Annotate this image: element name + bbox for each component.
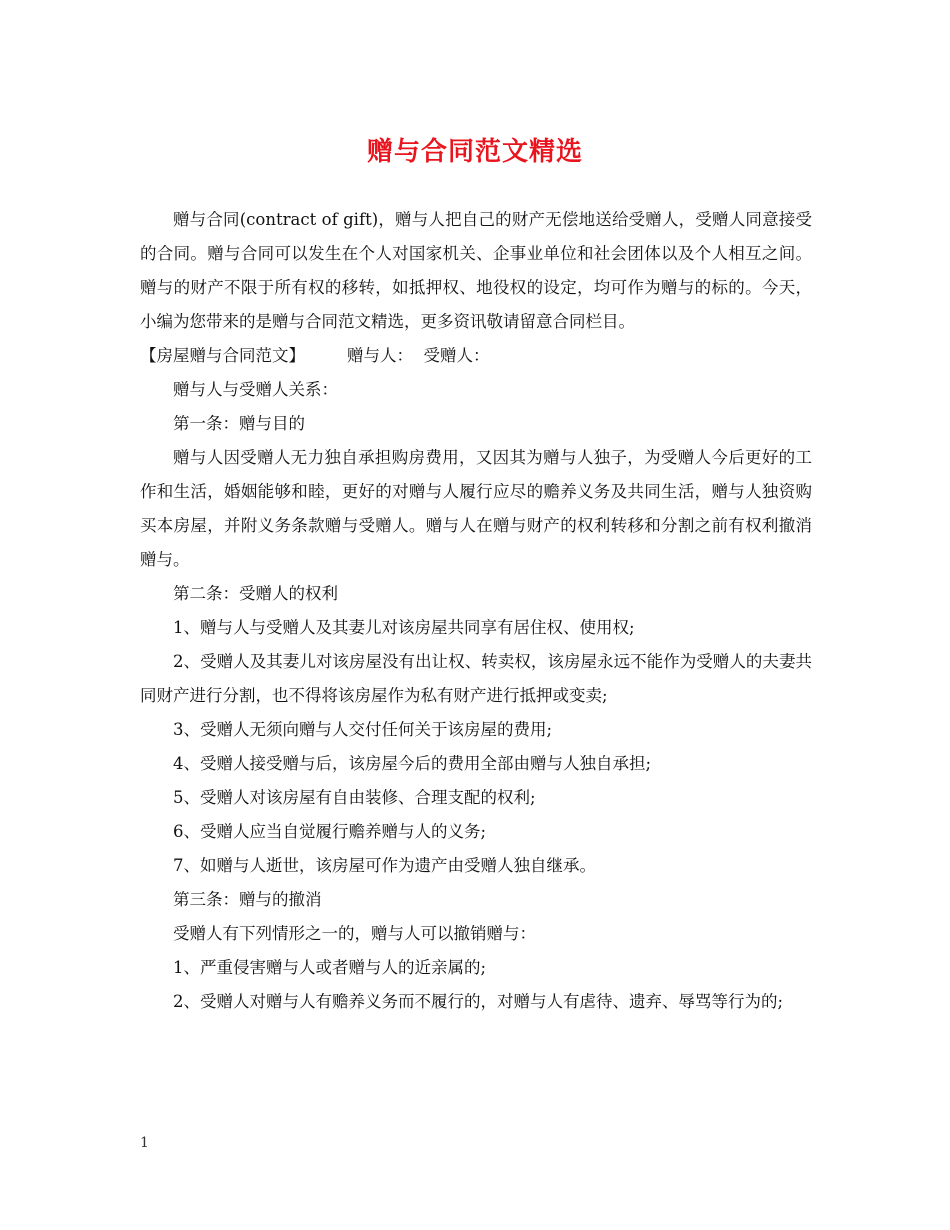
relation-label: 赠与人与受赠人关系： — [173, 380, 338, 399]
article2-title: 第二条：受赠人的权利 — [173, 584, 338, 603]
article3-title: 第三条：赠与的撤消 — [173, 890, 322, 909]
article2-item-3: 3、受赠人无须向赠与人交付任何关于该房屋的费用; — [173, 720, 553, 739]
article2-item-2: 2、受赠人及其妻儿对该房屋没有出让权、转卖权，该房屋永远不能作为受赠人的夫妻共同财产进行分割，也不得将该房屋作为私有财产进行抵押或变卖; — [140, 652, 812, 705]
article2-item-1: 1、赠与人与受赠人及其妻儿对该房屋共同享有居住权、使用权; — [173, 618, 635, 637]
article1-title: 第一条：赠与目的 — [173, 414, 305, 433]
section-heading: 【房屋赠与合同范文】 — [140, 346, 305, 365]
section-heading-line — [140, 339, 812, 373]
document-body — [140, 203, 812, 1019]
article2-item-5: 5、受赠人对该房屋有自由装修、合理支配的权利; — [173, 788, 536, 807]
article2-item-6: 6、受赠人应当自觉履行赡养赠与人的义务; — [173, 822, 487, 841]
page-number: 1 — [140, 1135, 149, 1151]
article3-item-1: 1、严重侵害赠与人或者赠与人的近亲属的; — [173, 958, 487, 977]
document-title: 赠与合同范文精选 — [366, 137, 583, 167]
article2-item-4: 4、受赠人接受赠与后，该房屋今后的费用全部由赠与人独自承担; — [173, 754, 652, 773]
donor-label: 赠与人： — [347, 346, 413, 365]
donee-label: 受赠人： — [423, 346, 490, 365]
article1-body: 赠与人因受赠人无力独自承担购房费用，又因其为赠与人独子，为受赠人今后更好的工作和生活，婚姻能够和睦，更好的对赠与人履行应尽的赡养义务及共同生活，赠与人独资购买本房屋，并附义务条款赠与受赠人。赠与人在赠与财产的权利转移和分割之前有权利撤消赠与。 — [140, 448, 812, 569]
intro-paragraph: 赠与合同(contract of gift)，赠与人把自己的财产无偿地送给受赠人，受赠人同意接受的合同。赠与合同可以发生在个人对国家机关、企事业单位和社会团体以及个人相互之间。赠与的财产不限于所有权的移转，如抵押权、地役权的设定，均可作为赠与的标的。今天，小编为您带来的是赠与合同范文精选，更多资讯敬请留意合同栏目。 — [140, 210, 812, 331]
article2-item-7: 7、如赠与人逝世，该房屋可作为遗产由受赠人独自继承。 — [173, 856, 596, 875]
article3-intro: 受赠人有下列情形之一的，赠与人可以撤销赠与： — [173, 924, 536, 943]
article3-item-2: 2、受赠人对赠与人有赡养义务而不履行的，对赠与人有虐待、遗弃、辱骂等行为的; — [173, 992, 784, 1011]
